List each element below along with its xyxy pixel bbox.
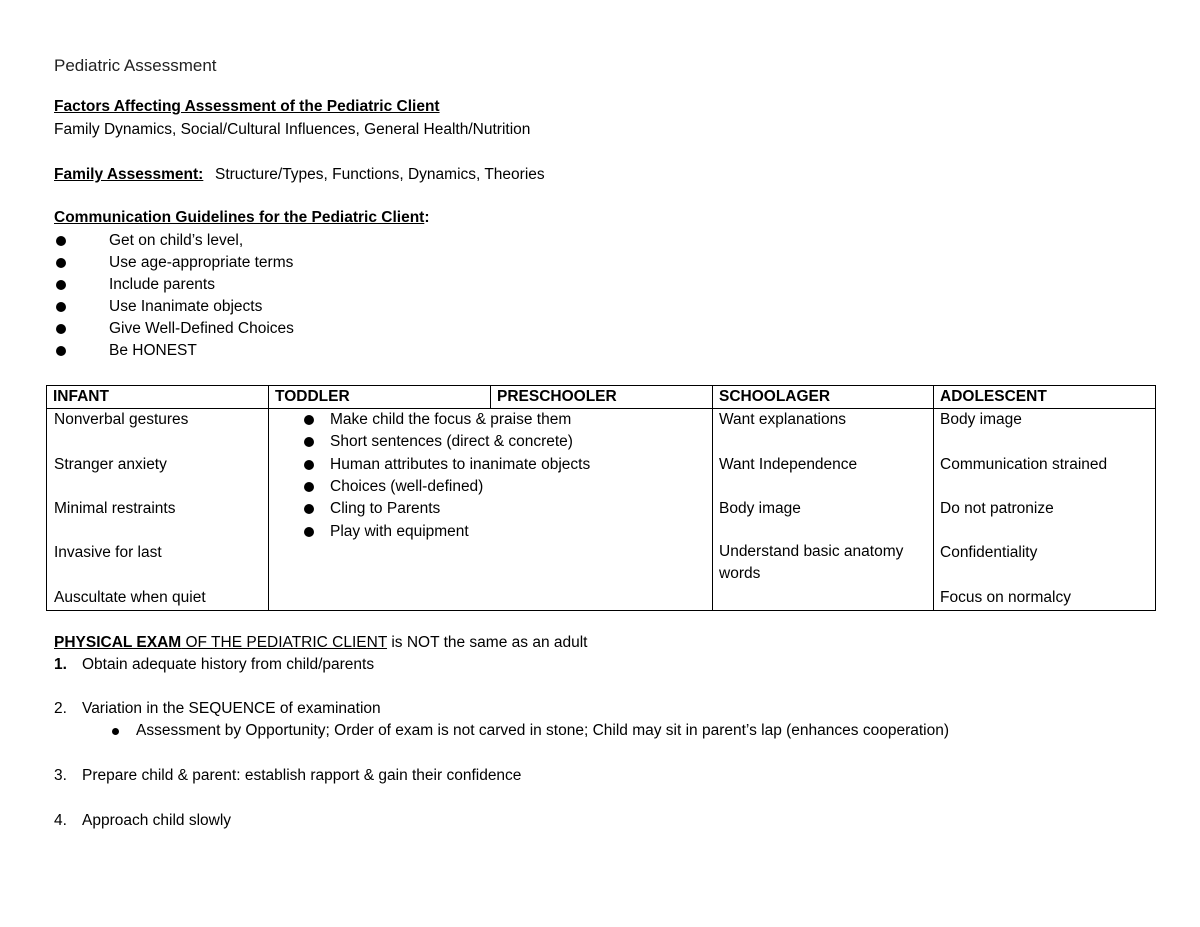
list-item: Use age-appropriate terms	[109, 254, 294, 271]
table-cell-text: Play with equipment	[330, 523, 469, 540]
step-sub-bullet: Assessment by Opportunity; Order of exam is not carved in stone; Child may sit in parent’s lap (enhances cooperation)	[136, 722, 950, 739]
bullet-icon	[56, 236, 66, 246]
bullet-icon	[304, 460, 314, 470]
header-toddler: TODDLER	[269, 386, 491, 409]
factors-heading: Factors Affecting Assessment of the Pediatric Client	[54, 98, 440, 115]
step-number: 4.	[54, 812, 67, 829]
step-number: 2.	[54, 700, 67, 717]
communication-heading-colon: :	[424, 209, 430, 226]
table-cell-text: Want Independence	[719, 456, 858, 473]
bullet-icon	[304, 437, 314, 447]
list-item: Include parents	[109, 276, 215, 293]
family-text: Structure/Types, Functions, Dynamics, Theories	[215, 166, 545, 183]
bullet-icon	[304, 482, 314, 492]
header-preschooler: PRESCHOOLER	[491, 386, 713, 409]
list-item: Use Inanimate objects	[109, 298, 263, 315]
table-cell-text: Auscultate when quiet	[54, 589, 206, 606]
header-adolescent: ADOLESCENT	[934, 386, 1156, 409]
step-text: Prepare child & parent: establish rapport & gain their confidence	[82, 767, 522, 784]
factors-text: Family Dynamics, Social/Cultural Influences, General Health/Nutrition	[54, 121, 531, 138]
document-title: Pediatric Assessment	[54, 56, 217, 75]
physical-exam-heading-underline: OF THE PEDIATRIC CLIENT	[181, 634, 388, 651]
table-header-row	[47, 386, 1156, 409]
step-text: Variation in the SEQUENCE of examination	[82, 700, 381, 717]
bullet-icon	[56, 302, 66, 312]
bullet-icon	[304, 504, 314, 514]
header-schoolager: SCHOOLAGER	[713, 386, 934, 409]
table-cell-text: Confidentiality	[940, 544, 1038, 561]
bullet-icon	[56, 280, 66, 290]
list-item: Give Well-Defined Choices	[109, 320, 294, 337]
family-heading: Family Assessment:	[54, 166, 204, 183]
table-cell-text: Do not patronize	[940, 500, 1054, 517]
physical-exam-heading-bold: PHYSICAL EXAM	[54, 634, 182, 651]
bullet-icon	[304, 527, 314, 537]
physical-exam-heading-suffix: is NOT the same as an adult	[387, 634, 588, 651]
table-cell-text: Human attributes to inanimate objects	[330, 456, 591, 473]
table-cell-text: Communication strained	[940, 456, 1108, 473]
bullet-icon	[112, 728, 119, 735]
table-cell-text: Choices (well-defined)	[330, 478, 484, 495]
table-cell-text: Nonverbal gestures	[54, 411, 189, 428]
bullet-icon	[304, 415, 314, 425]
step-text: Approach child slowly	[82, 812, 232, 829]
table-cell-text: Focus on normalcy	[940, 589, 1071, 606]
bullet-icon	[56, 346, 66, 356]
list-item: Be HONEST	[109, 342, 197, 359]
communication-heading-wrap	[54, 209, 430, 227]
physical-exam-heading	[54, 634, 587, 652]
table-cell-text: Stranger anxiety	[54, 456, 167, 473]
step-text: Obtain adequate history from child/parents	[82, 656, 375, 673]
table-cell-text: Understand basic anatomy words	[719, 543, 904, 582]
table-cell-text: Minimal restraints	[54, 500, 176, 517]
step-number: 3.	[54, 767, 67, 784]
communication-heading: Communication Guidelines for the Pediatric Client	[54, 209, 425, 226]
table-cell-text: Body image	[940, 411, 1022, 428]
bullet-icon	[56, 324, 66, 334]
table-cell-text: Cling to Parents	[330, 500, 441, 517]
step-number: 1.	[54, 656, 67, 673]
bullet-icon	[56, 258, 66, 268]
list-item: Get on child’s level,	[109, 232, 244, 249]
table-cell-text: Short sentences (direct & concrete)	[330, 433, 573, 450]
table-cell-text: Make child the focus & praise them	[330, 411, 572, 428]
table-cell-text: Body image	[719, 500, 801, 517]
header-infant: INFANT	[47, 386, 269, 409]
table-cell-text: Invasive for last	[54, 544, 162, 561]
table-cell-text: Want explanations	[719, 411, 846, 428]
